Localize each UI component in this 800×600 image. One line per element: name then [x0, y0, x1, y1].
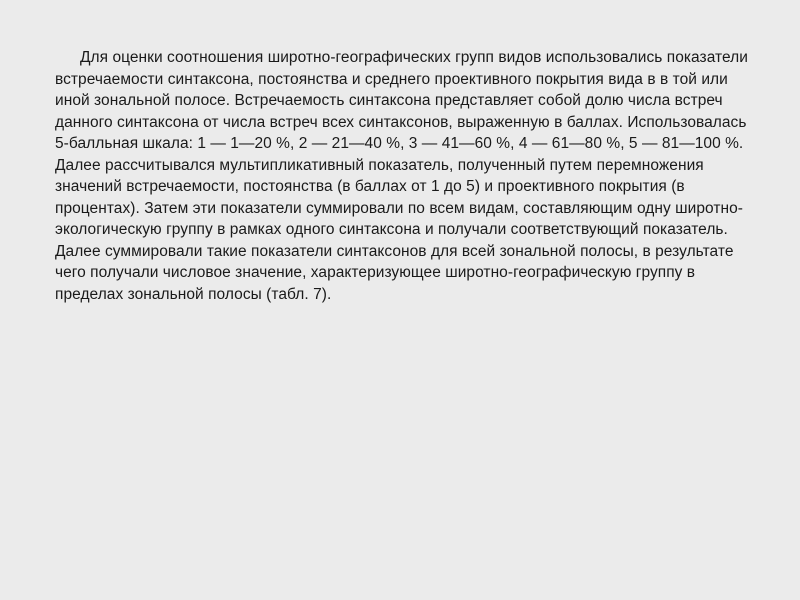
- body-paragraph: Для оценки соотношения широтно-географических групп видов использовались показатели встречаемости синтаксона, постоянства и среднего проективного покрытия вида в в той или иной зональной полосе. Встречаемость синтаксона представляет собой долю числа встреч данного синтаксона от числа встреч всех синтаксонов, выраженную в баллах. Использовалась 5-балльная шкала: 1 — 1—20 %, 2 — 21—40 %, 3 — 41—60 %, 4 — 61—80 %, 5 — 81—100 %. Далее рассчитывался мультипликативный показатель, полученный путем перемножения значений встречаемости, постоянства (в баллах от 1 до 5) и проективного покрытия (в процентах). Затем эти показатели суммировали по всем видам, составляющим одну широтно-экологическую группу в рамках одного синтаксона и получали соответствующий показатель. Далее суммировали такие показатели синтаксонов для всей зональной полосы, в результате чего получали числовое значение, характеризующее широтно-географическую группу в пределах зональной полосы (табл. 7).: [55, 49, 748, 303]
